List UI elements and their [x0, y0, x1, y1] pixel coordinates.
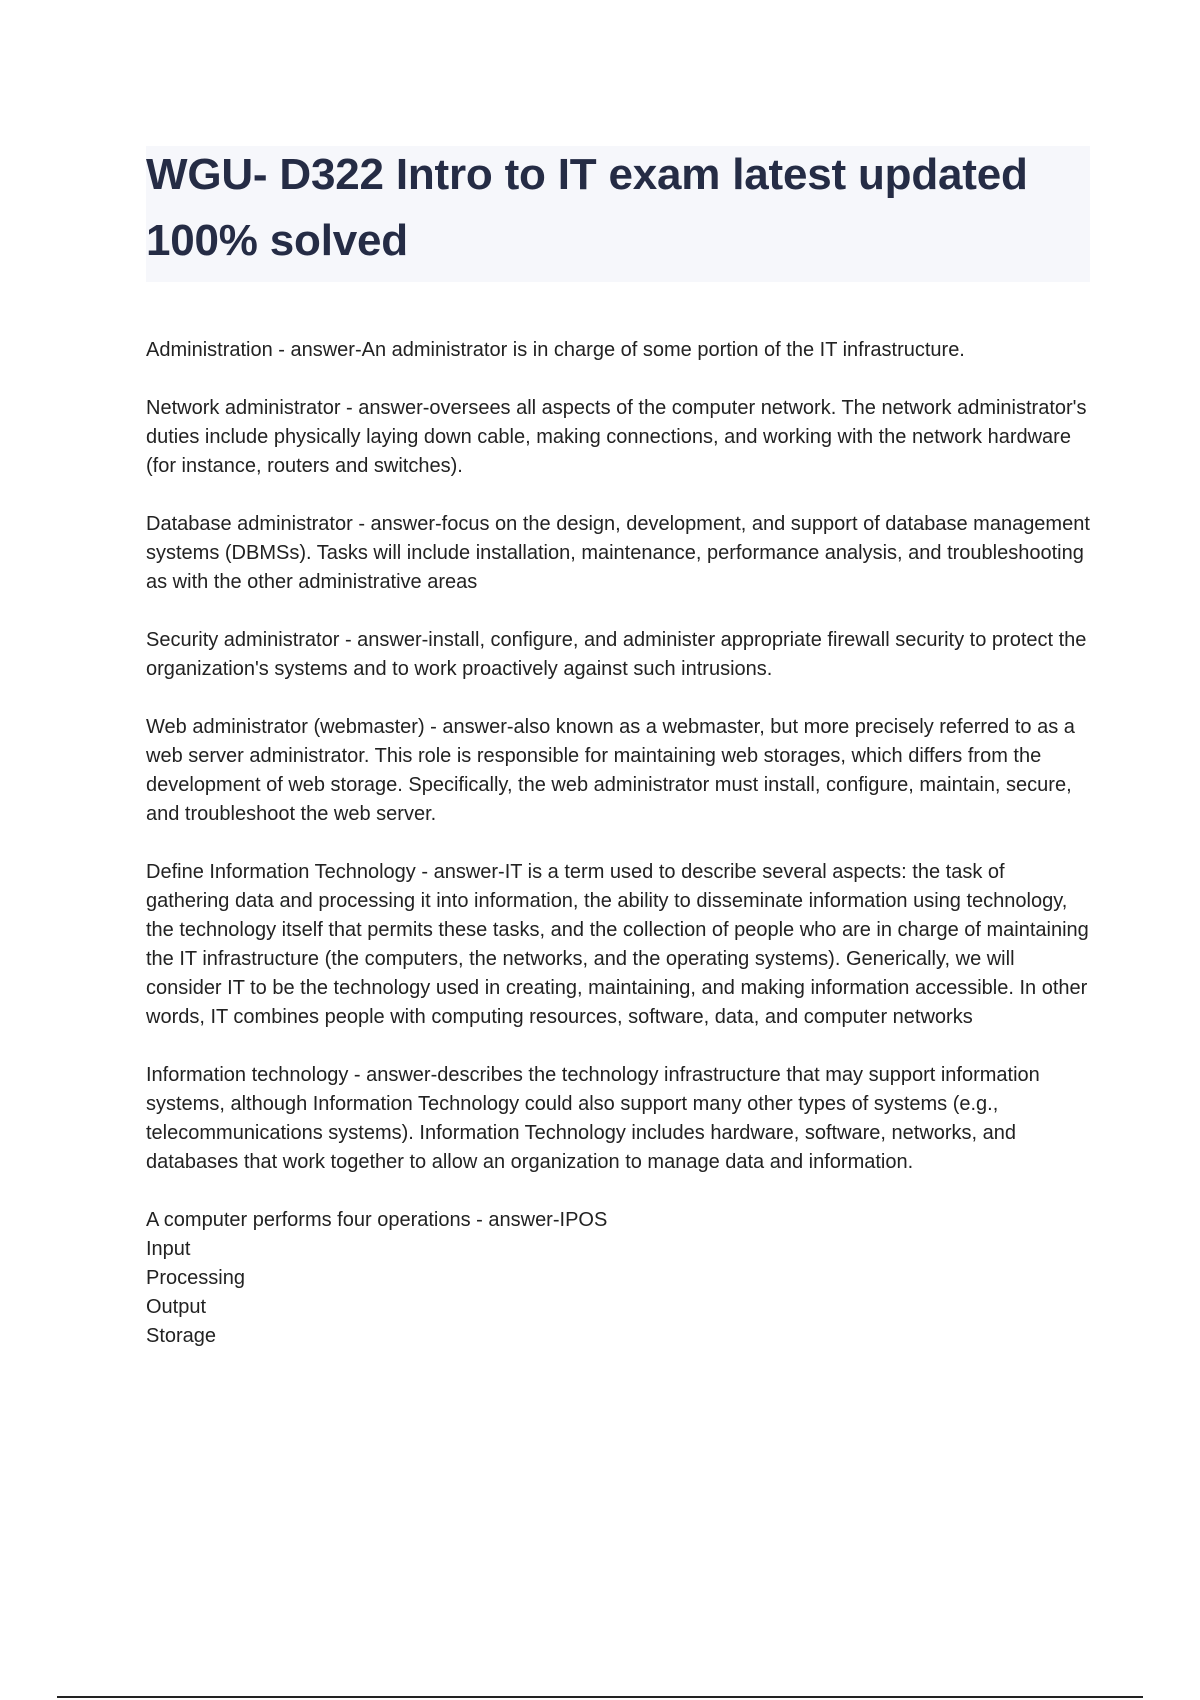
operation-processing: Processing: [146, 1267, 245, 1289]
entry-text: Define Information Technology - answer-IT is a term used to describe several aspects: the task of gathering data and processing it into information, the ability to disseminate information using technology, the technology itself that permits these tasks, and the collection of people who are in charge of maintaining the IT infrastructure (the computers, the networks, and the operating systems). Generically, we will consider IT to be the technology used in creating, maintaining, and making information accessible. In other words, IT combines people with computing resources, software, data, and computer networks: [146, 861, 1089, 1028]
qa-entry-network-administrator: [146, 394, 1090, 481]
qa-entry-security-administrator: [146, 626, 1090, 684]
qa-entry-administration: [146, 336, 1090, 365]
qa-entry-computer-operations: [146, 1206, 1090, 1351]
qa-entry-define-information-technology: [146, 858, 1090, 1032]
qa-entry-database-administrator: [146, 510, 1090, 597]
entry-text: Database administrator - answer-focus on the design, development, and support of database management systems (DBMSs). Tasks will include installation, maintenance, performance analysis, and troubleshooting as with the other administrative areas: [146, 513, 1090, 593]
entry-text: Web administrator (webmaster) - answer-also known as a webmaster, but more precisely referred to as a web server administrator. This role is responsible for maintaining web storages, which differs from the development of web storage. Specifically, the web administrator must install, configure, maintain, secure, and troubleshoot the web server.: [146, 716, 1075, 825]
entry-question: A computer performs four operations - answer-IPOS: [146, 1209, 608, 1231]
operation-output: Output: [146, 1296, 207, 1318]
qa-entry-web-administrator: [146, 713, 1090, 829]
qa-entry-information-technology: [146, 1061, 1090, 1177]
entry-text: Security administrator - answer-install, configure, and administer appropriate firewall security to protect the organization's systems and to work proactively against such intrusions.: [146, 629, 1087, 680]
document-body: [146, 336, 1090, 1380]
page-bottom-rule: [57, 1696, 1143, 1698]
entry-text: Administration - answer-An administrator is in charge of some portion of the IT infrastructure.: [146, 339, 965, 361]
operation-input: Input: [146, 1238, 191, 1260]
entry-text: Network administrator - answer-oversees all aspects of the computer network. The network administrator's duties include physically laying down cable, making connections, and working with the network hardware (for instance, routers and switches).: [146, 397, 1087, 477]
document-title: WGU- D322 Intro to IT exam latest updated 100% solved: [146, 150, 1028, 265]
operation-storage: Storage: [146, 1325, 217, 1347]
entry-text: Information technology - answer-describes the technology infrastructure that may support information systems, although Information Technology could also support many other types of systems (e.g., telecommunications systems). Information Technology includes hardware, software, networks, and databases that work together to allow an organization to manage data and information.: [146, 1064, 1040, 1173]
